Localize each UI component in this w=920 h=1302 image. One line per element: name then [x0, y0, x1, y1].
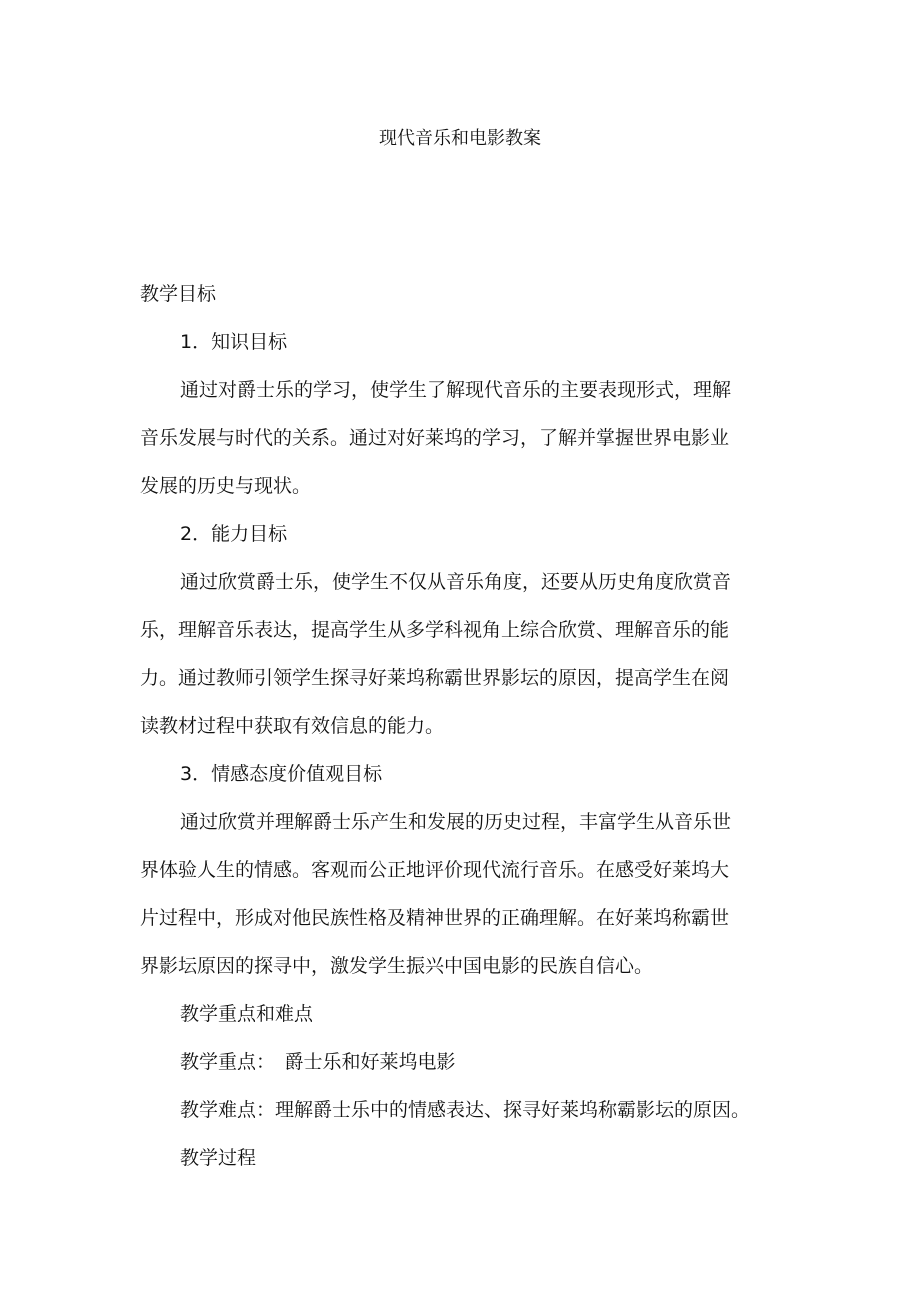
text-line: 通过对爵士乐的学习，使学生了解现代音乐的主要表现形式，理解 [180, 379, 732, 401]
text-line: 发展的历史与现状。 [140, 475, 312, 497]
document-title: 现代音乐和电影教案 [379, 128, 541, 149]
text-line: 3．情感态度价值观目标 [180, 763, 383, 785]
text-line: 通过欣赏爵士乐，使学生不仅从音乐角度，还要从历史角度欣赏音 [180, 571, 732, 593]
text-line: 音乐发展与时代的关系。通过对好莱坞的学习，了解并掌握世界电影业 [140, 427, 730, 449]
text-line: 片过程中，形成对他民族性格及精神世界的正确理解。在好莱坞称霸世 [140, 907, 730, 929]
text-line: 教学目标 [140, 283, 217, 305]
text-line: 通过欣赏并理解爵士乐产生和发展的历史过程，丰富学生从音乐世 [180, 811, 732, 833]
text-line: 力。通过教师引领学生探寻好莱坞称霸世界影坛的原因，提高学生在阅 [140, 667, 730, 689]
text-line: 1．知识目标 [180, 331, 288, 353]
text-line: 界影坛原因的探寻中，激发学生振兴中国电影的民族自信心。 [140, 955, 654, 977]
text-line: 教学重点： 爵士乐和好莱坞电影 [180, 1051, 456, 1073]
text-line: 教学过程 [180, 1147, 257, 1169]
text-line: 界体验人生的情感。客观而公正地评价现代流行音乐。在感受好莱坞大 [140, 859, 730, 881]
text-line: 教学难点：理解爵士乐中的情感表达、探寻好莱坞称霸影坛的原因。 [180, 1099, 751, 1121]
document-body [140, 270, 790, 1182]
text-line: 教学重点和难点 [180, 1003, 314, 1025]
text-line: 乐，理解音乐表达，提高学生从多学科视角上综合欣赏、理解音乐的能 [140, 619, 730, 641]
text-line: 2．能力目标 [180, 523, 288, 545]
text-line: 读教材过程中获取有效信息的能力。 [140, 715, 445, 737]
